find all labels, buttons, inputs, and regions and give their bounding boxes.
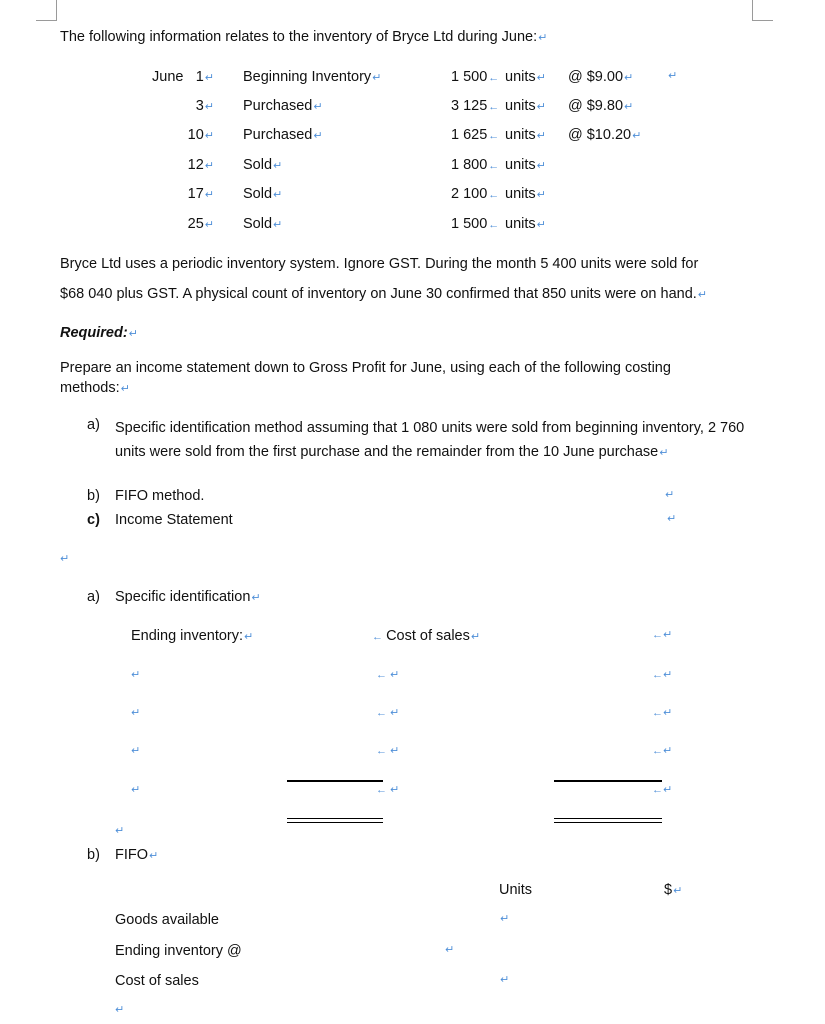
tx-description: Purchased↵ bbox=[243, 127, 323, 143]
paragraph-mark: ↵ bbox=[500, 974, 510, 986]
total-double-rule-middle bbox=[287, 818, 383, 823]
goods-available-label: Goods available bbox=[115, 912, 219, 928]
tx-unit: units↵ bbox=[505, 216, 546, 232]
paragraph-mark: ← ↵ bbox=[376, 745, 400, 757]
units-header: Units bbox=[499, 882, 533, 898]
method-letter-b: b) bbox=[87, 488, 100, 504]
total-double-rule-right bbox=[554, 818, 662, 823]
paragraph-mark: ↵ bbox=[500, 913, 510, 925]
paragraph-mark: ←↵ bbox=[652, 669, 673, 681]
paragraph-mark: ← ↵ bbox=[376, 669, 400, 681]
tx-description: Purchased↵ bbox=[243, 98, 323, 114]
tx-quantity: 2 100← bbox=[451, 186, 500, 202]
paragraph-mark: ↵ bbox=[131, 669, 141, 681]
tx-day: 17↵ bbox=[187, 186, 214, 202]
tx-unit: units↵ bbox=[505, 127, 546, 143]
tx-unit: units↵ bbox=[505, 157, 546, 173]
tx-quantity: 3 125← bbox=[451, 98, 500, 114]
tx-quantity: 1 625← bbox=[451, 127, 500, 143]
method-letter-c: c) bbox=[87, 512, 100, 528]
paragraph-mark: ↵ bbox=[667, 513, 677, 525]
tx-description: Beginning Inventory↵ bbox=[243, 69, 382, 85]
page-corner-right bbox=[752, 0, 773, 21]
tx-day: 3↵ bbox=[195, 98, 214, 114]
paragraph-mark: ↵ bbox=[60, 553, 70, 565]
ending-inventory-label: Ending inventory:↵ bbox=[131, 628, 254, 644]
tx-unit: units↵ bbox=[505, 98, 546, 114]
tx-unit: units↵ bbox=[505, 69, 546, 85]
required-label: Required:↵ bbox=[60, 325, 138, 341]
ending-inventory-at-label: Ending inventory @ bbox=[115, 943, 242, 959]
tx-description: Sold↵ bbox=[243, 157, 283, 173]
paragraph-mark: ↵ bbox=[445, 944, 455, 956]
section-a-letter: a) bbox=[87, 589, 100, 605]
intro-text: The following information relates to the inventory of Bryce Ltd during June:↵ bbox=[60, 29, 548, 45]
method-letter-a: a) bbox=[87, 417, 100, 433]
subtotal-rule-middle bbox=[287, 780, 383, 782]
tx-price: @ $10.20↵ bbox=[568, 127, 642, 143]
paragraph-mark: ←↵ bbox=[652, 784, 673, 796]
paragraph-mark: ↵ bbox=[115, 825, 125, 837]
page-corner-left bbox=[36, 0, 57, 21]
dollar-header: $↵ bbox=[664, 882, 683, 898]
paragraph-mark: ↵ bbox=[668, 70, 678, 82]
tx-quantity: 1 500← bbox=[451, 216, 500, 232]
cost-of-sales-b-label: Cost of sales bbox=[115, 973, 199, 989]
tx-day: 10↵ bbox=[187, 127, 214, 143]
paragraph-mark: ↵ bbox=[131, 745, 141, 757]
paragraph-mark: ↵ bbox=[131, 707, 141, 719]
paragraph-line-1: Bryce Ltd uses a periodic inventory system. Ignore GST. During the month 5 400 units were sold for bbox=[60, 256, 699, 272]
tx-day: 1↵ bbox=[195, 69, 214, 85]
paragraph-mark: ↵ bbox=[115, 1004, 125, 1016]
paragraph-mark: ←↵ bbox=[652, 745, 673, 757]
method-text-b: FIFO method. bbox=[115, 488, 205, 504]
tx-price: @ $9.80↵ bbox=[568, 98, 634, 114]
prepare-text: Prepare an income statement down to Gross Profit for June, using each of the following costing methods:↵ bbox=[60, 360, 671, 396]
tx-day: 12↵ bbox=[187, 157, 214, 173]
tx-quantity: 1 500← bbox=[451, 69, 500, 85]
tx-description: Sold↵ bbox=[243, 186, 283, 202]
paragraph-mark: ↵ bbox=[131, 784, 141, 796]
month-label: June bbox=[152, 69, 184, 85]
paragraph-mark: ↵ bbox=[665, 489, 675, 501]
method-text-c: Income Statement bbox=[115, 512, 233, 528]
tx-price: @ $9.00↵ bbox=[568, 69, 634, 85]
paragraph-mark: ← ↵ bbox=[376, 784, 400, 796]
tx-unit: units↵ bbox=[505, 186, 546, 202]
paragraph-mark: ←↵ bbox=[652, 629, 673, 641]
tx-quantity: 1 800← bbox=[451, 157, 500, 173]
paragraph-line-2: $68 040 plus GST. A physical count of inventory on June 30 confirmed that 850 units were on hand.↵ bbox=[60, 286, 708, 302]
section-a-title: Specific identification↵ bbox=[115, 589, 261, 605]
section-b-letter: b) bbox=[87, 847, 100, 863]
tx-description: Sold↵ bbox=[243, 216, 283, 232]
section-b-title: FIFO↵ bbox=[115, 847, 159, 863]
subtotal-rule-right bbox=[554, 780, 662, 782]
tx-day: 25↵ bbox=[187, 216, 214, 232]
method-text-a: Specific identification method assuming that 1 080 units were sold from beginning inventory, 2 760 units were sold from the first purchase and the remainder from the 10 June purchase↵ bbox=[115, 420, 745, 460]
paragraph-mark: ← ↵ bbox=[376, 707, 400, 719]
paragraph-mark: ←↵ bbox=[652, 707, 673, 719]
cost-of-sales-label: ← Cost of sales↵ bbox=[372, 628, 481, 644]
